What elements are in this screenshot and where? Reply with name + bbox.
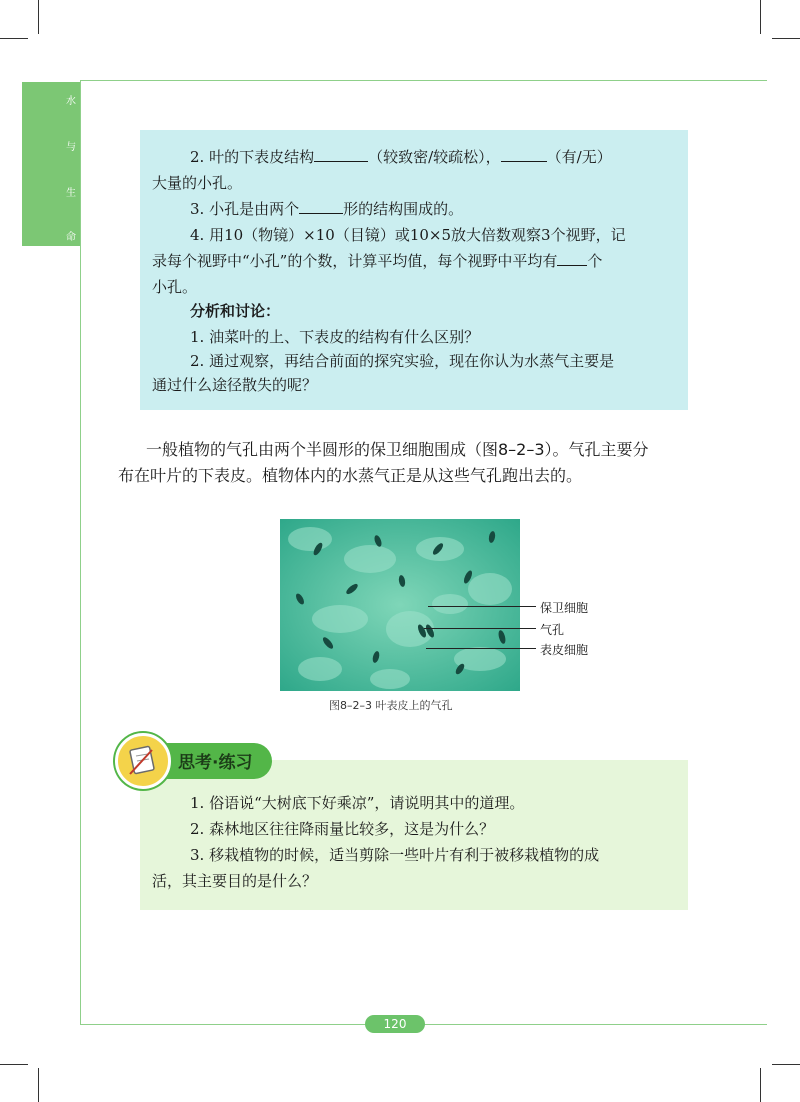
analysis-heading: 分析和讨论： xyxy=(190,302,281,320)
crop-mark xyxy=(38,1068,39,1102)
label-epidermal-cell: 表皮细胞 xyxy=(540,643,589,657)
leader-line-guard-cell xyxy=(428,606,536,607)
crop-mark xyxy=(0,1064,28,1065)
crop-mark xyxy=(38,0,39,34)
answer-blank xyxy=(314,147,368,162)
side-tab-char: 命 xyxy=(66,232,76,243)
leader-line-stoma xyxy=(424,628,536,629)
label-stoma: 气孔 xyxy=(540,623,565,637)
notebook-icon-graphic xyxy=(118,736,168,786)
answer-blank xyxy=(557,251,587,266)
side-tab-char: 生 xyxy=(66,188,76,199)
notebook-icon xyxy=(115,733,171,789)
crop-mark xyxy=(0,38,28,39)
activity-item-2-line2: 大量的小孔。 xyxy=(152,174,243,192)
side-tab-char: 与 xyxy=(66,142,76,153)
item4-unit: 个 xyxy=(587,252,603,270)
answer-blank xyxy=(299,199,343,214)
activity-item-4-line2 xyxy=(152,250,602,272)
label-guard-cell: 保卫细胞 xyxy=(540,601,589,615)
activity-item-4-line3: 小孔。 xyxy=(152,278,198,296)
chapter-side-tab xyxy=(22,82,80,246)
crop-mark xyxy=(760,0,761,34)
exercise-question-3-line2: 活，其主要目的是什么？ xyxy=(152,872,318,890)
crop-mark xyxy=(772,38,800,39)
item2-options-2: （有/无） xyxy=(546,148,612,166)
page-frame-left xyxy=(80,80,81,1025)
crop-mark xyxy=(760,1068,761,1102)
answer-blank xyxy=(501,147,547,162)
activity-item-2-line1 xyxy=(190,146,612,168)
stomata-micrograph xyxy=(280,519,520,691)
analysis-question-2-line2: 通过什么途径散失的呢？ xyxy=(152,376,318,394)
analysis-question-1: 1. 油菜叶的上、下表皮的结构有什么区别？ xyxy=(190,328,480,346)
exercise-question-2: 2. 森林地区往往降雨量比较多，这是为什么？ xyxy=(190,820,495,838)
item4-text: 录每个视野中“小孔”的个数，计算平均值，每个视野中平均有 xyxy=(152,252,558,270)
analysis-question-2-line1: 2. 通过观察，再结合前面的探究实验，现在你认为水蒸气主要是 xyxy=(190,352,615,370)
side-tab-char: 水 xyxy=(66,96,76,107)
crop-mark xyxy=(772,1064,800,1065)
activity-item-3 xyxy=(190,198,463,220)
page-number: 120 xyxy=(365,1015,425,1033)
exercise-question-1: 1. 俗语说“大树底下好乘凉”，请说明其中的道理。 xyxy=(190,794,525,812)
item2-text: 2. 叶的下表皮结构 xyxy=(190,148,315,166)
page-frame-top xyxy=(80,80,767,81)
body-paragraph-line2: 布在叶片的下表皮。植物体内的水蒸气正是从这些气孔跑出去的。 xyxy=(118,466,583,485)
body-paragraph-line1: 一般植物的气孔由两个半圆形的保卫细胞围成（图8–2–3）。气孔主要分 xyxy=(146,440,649,459)
item3-text: 3. 小孔是由两个 xyxy=(190,200,300,218)
item3-text-2: 形的结构围成的。 xyxy=(343,200,464,218)
leader-line-epidermal-cell xyxy=(426,648,536,649)
exercise-question-3-line1: 3. 移栽植物的时候，适当剪除一些叶片有利于被移栽植物的成 xyxy=(190,846,600,864)
micrograph-image xyxy=(280,519,520,691)
item2-options: （较致密/较疏松）， xyxy=(368,148,501,166)
exercise-title: 思考·练习 xyxy=(178,753,253,773)
activity-item-4-line1: 4. 用10（物镜）×10（目镜）或10×5放大倍数观察3个视野，记 xyxy=(190,226,626,244)
figure-caption: 图8–2–3 叶表皮上的气孔 xyxy=(329,699,453,712)
